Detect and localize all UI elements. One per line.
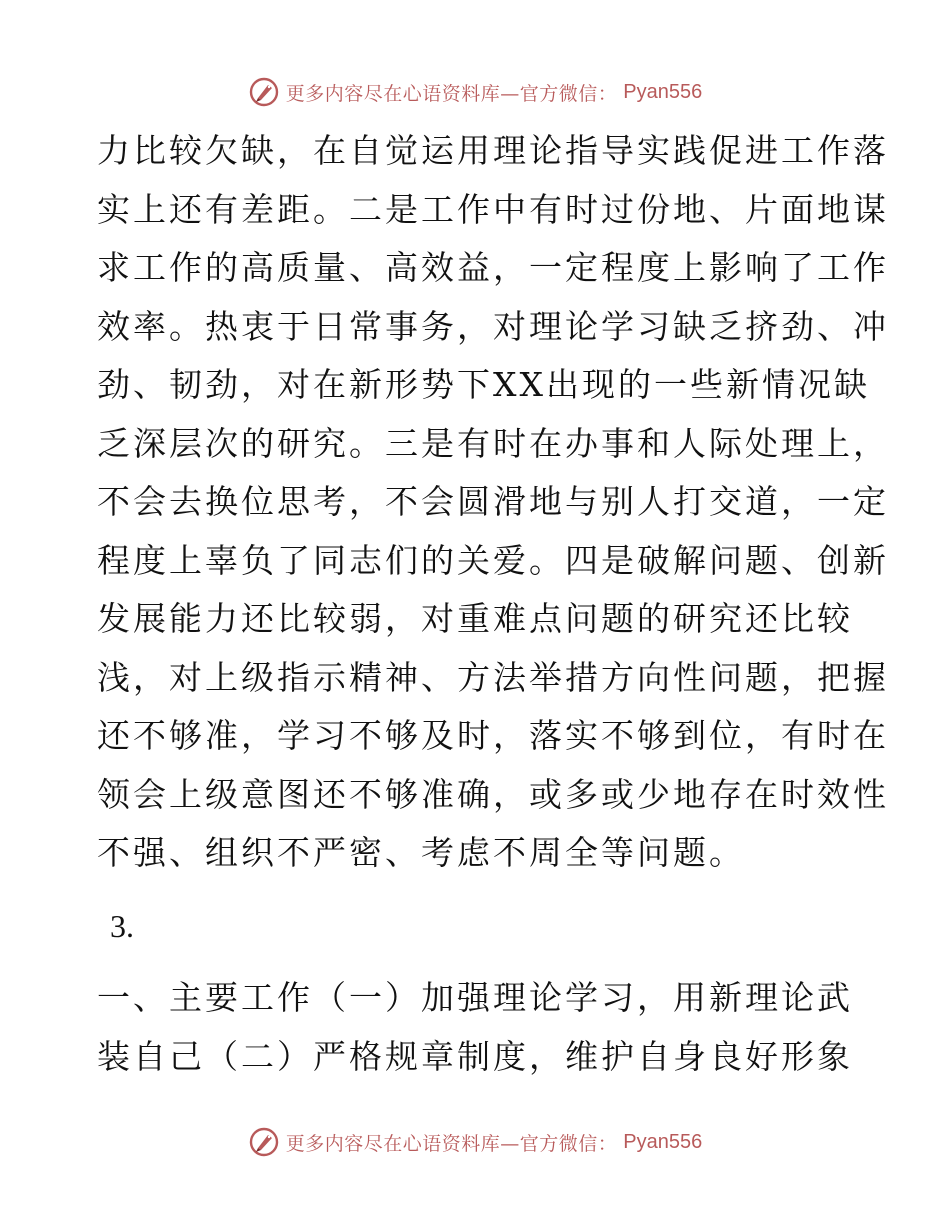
watermark-handle: Pyan556 [623,1130,703,1153]
paragraph-line: 效率。热衷于日常事务，对理论学习缺乏挤劲、冲 [97,306,889,346]
watermark-handle: Pyan556 [623,80,703,103]
header-watermark [0,72,950,112]
section-line: 一、主要工作（一）加强理论学习，用新理论武 [97,978,853,1017]
section-body [97,968,857,1085]
watermark-text: 更多内容尽在心语资料库—官方微信： [285,82,618,105]
paragraph-line: 程度上辜负了同志们的关爱。四是破解问题、创新 [97,540,889,580]
paragraph-line: 劲、韧劲，对在新形势下XX出现的一些新情况缺 [97,365,870,404]
footer-watermark [0,1122,950,1162]
paragraph-line: 浅，对上级指示精神、方法举措方向性问题，把握 [97,657,889,697]
paragraph-line: 实上还有差距。二是工作中有时过份地、片面地谋 [97,189,889,229]
pen-nib-logo-icon [248,76,280,108]
list-item-number: 3. [110,908,134,944]
paragraph-line: 不强、组织不严密、考虑不周全等问题。 [97,833,745,872]
paragraph-line: 还不够准，学习不够及时，落实不够到位，有时在 [97,716,889,755]
paragraph-line: 求工作的高质量、高效益，一定程度上影响了工作 [97,248,889,287]
paragraph-line: 发展能力还比较弱，对重难点问题的研究还比较 [97,599,853,638]
paragraph-line: 乏深层次的研究。三是有时在办事和人际处理上， [97,423,889,463]
paragraph-line: 力比较欠缺，在自觉运用理论指导实践促进工作落 [97,131,889,170]
pen-nib-logo-icon [248,1126,280,1158]
paragraph-line: 不会去换位思考，不会圆滑地与别人打交道，一定 [97,482,889,521]
paragraph-line: 领会上级意图还不够准确，或多或少地存在时效性 [97,774,889,814]
section-line: 装自己（二）严格规章制度，维护自身良好形象 [97,1036,853,1076]
watermark-text: 更多内容尽在心语资料库—官方微信： [285,1132,618,1155]
paragraph-body [97,122,889,883]
